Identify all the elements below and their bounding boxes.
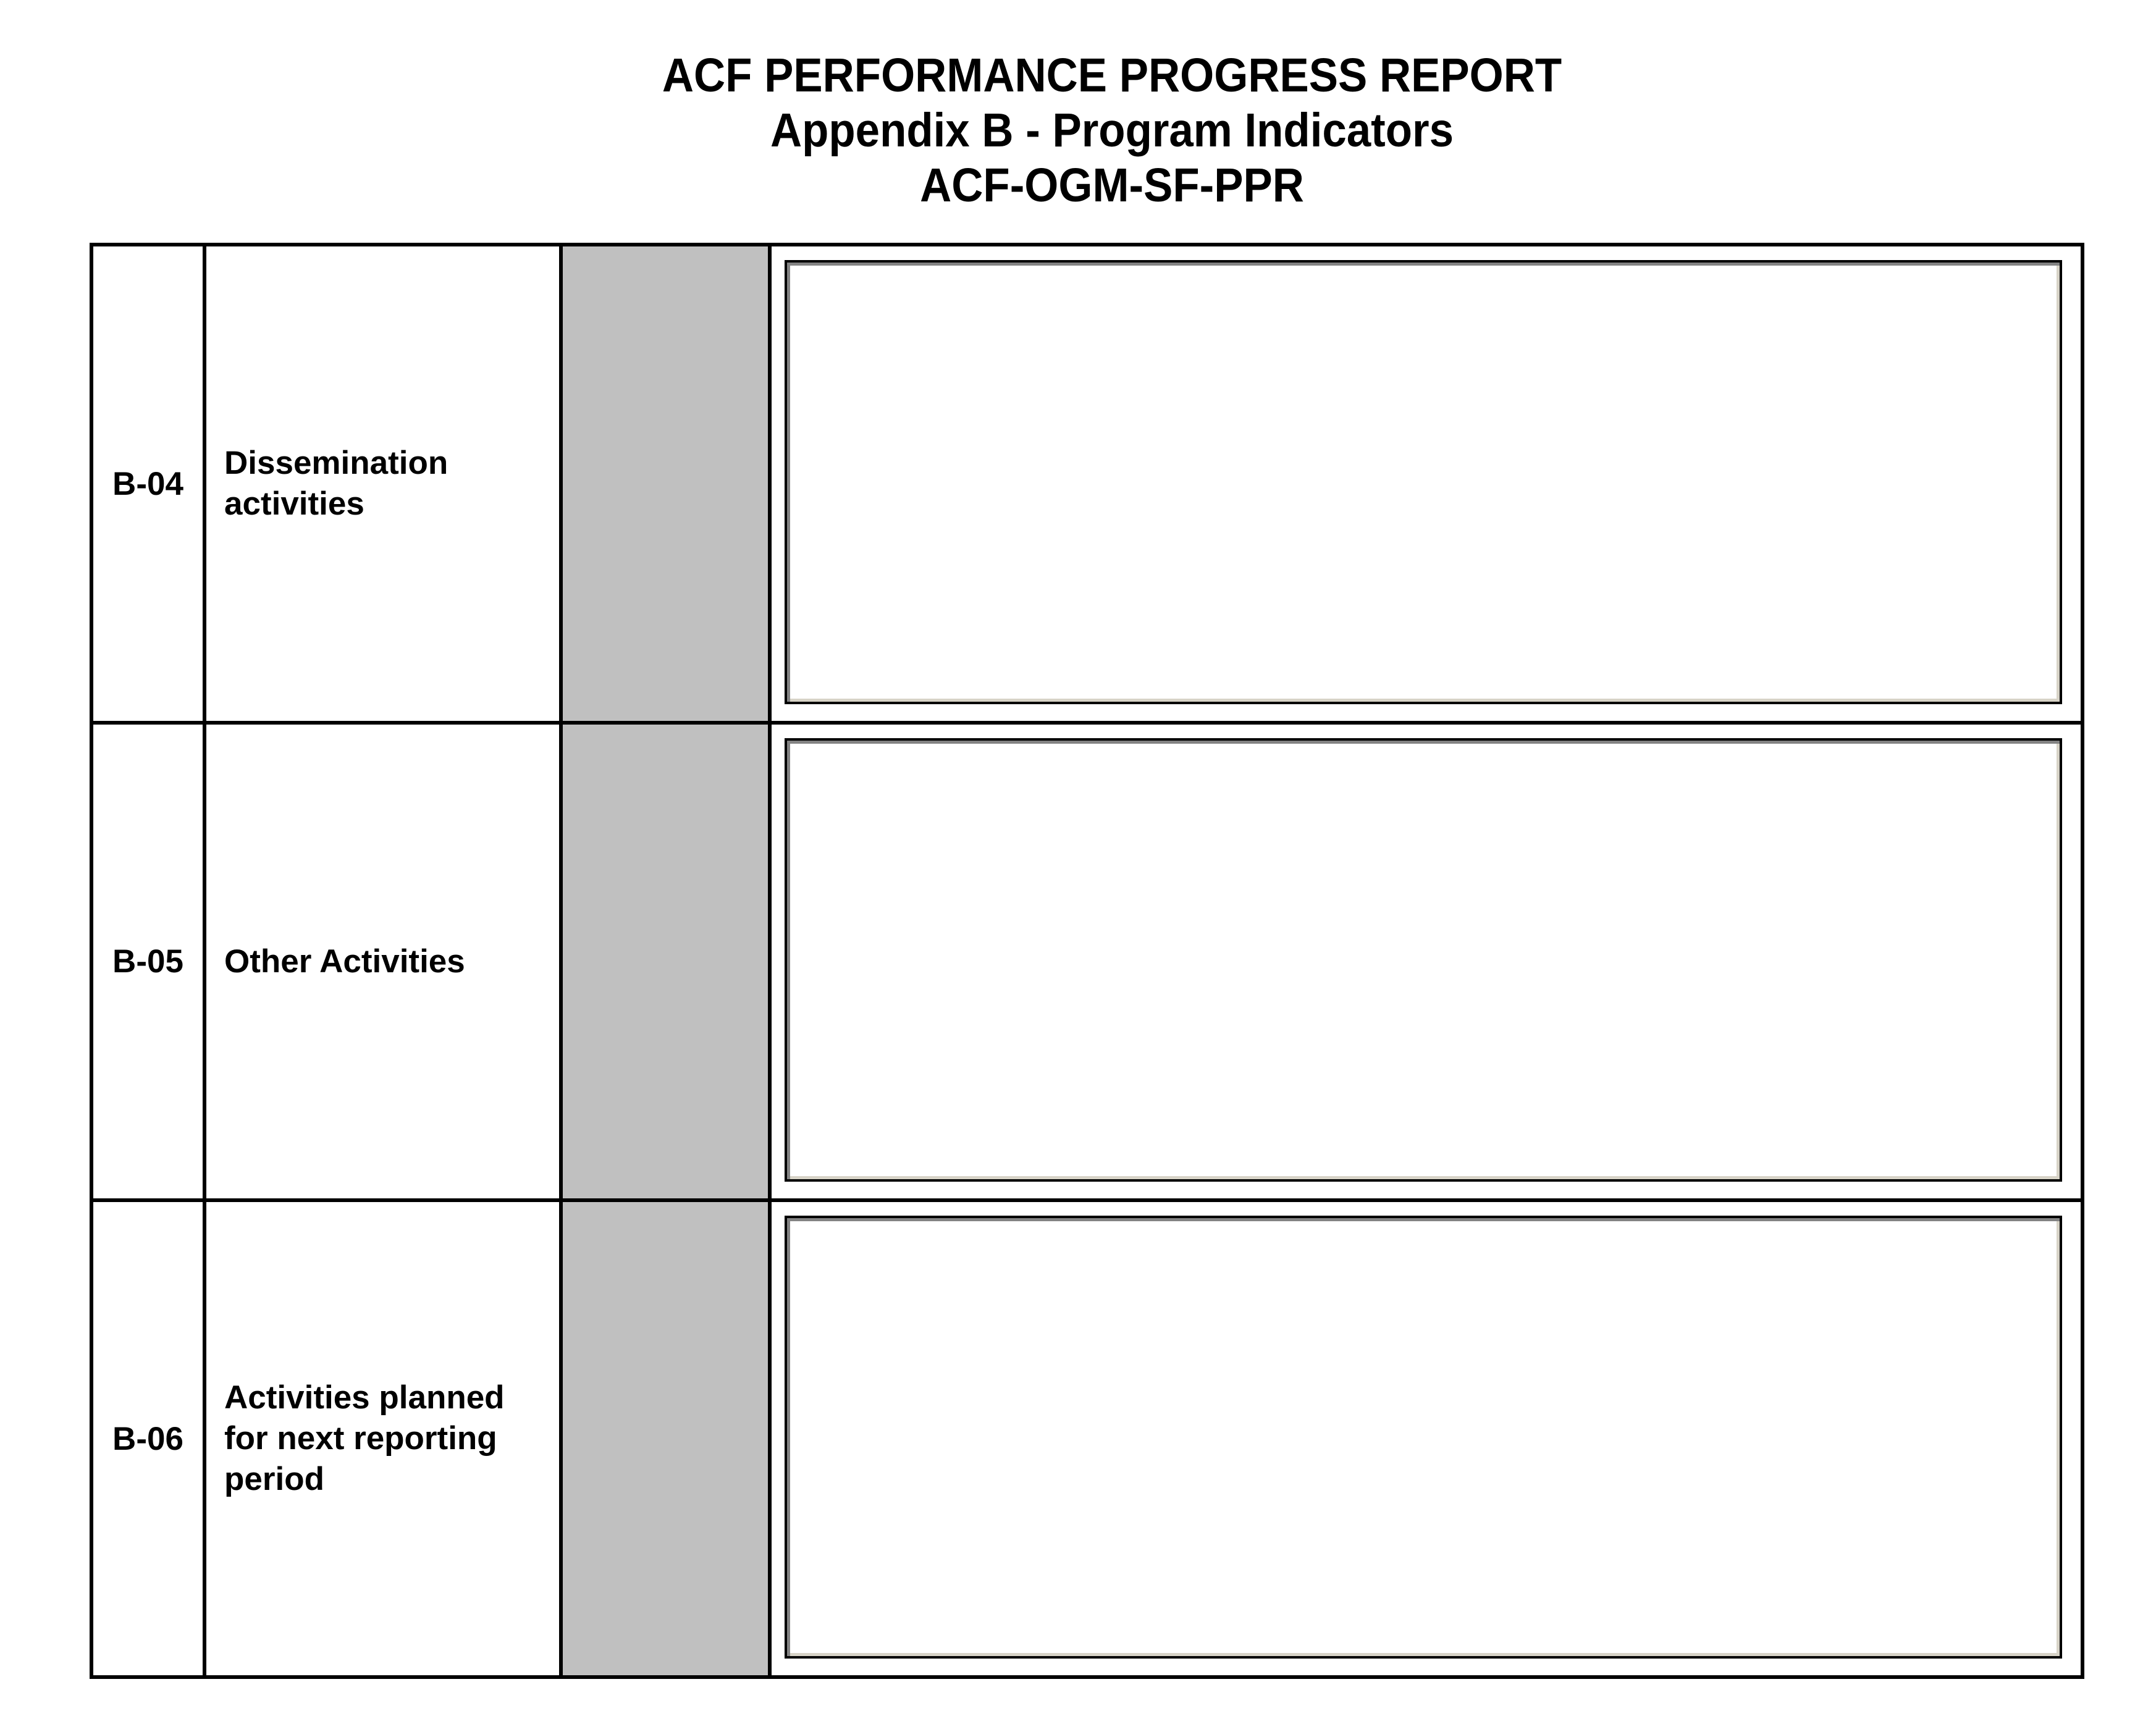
row-b04-label-line: Dissemination bbox=[224, 445, 448, 481]
row-b04-id: B-04 bbox=[112, 465, 183, 502]
title-line-1: ACF PERFORMANCE PROGRESS REPORT bbox=[662, 49, 1562, 102]
row-b04-shaded-cell bbox=[563, 246, 768, 721]
row-b06-label-line: for next reporting bbox=[224, 1420, 497, 1457]
row-b06-id-cell bbox=[93, 1202, 203, 1675]
row-b06-label-line: Activities planned bbox=[224, 1379, 505, 1416]
row-b04-id-cell bbox=[93, 246, 203, 721]
row-b04-label-cell bbox=[206, 246, 559, 721]
row-b04-field-cell bbox=[772, 246, 2081, 721]
row-b05-shaded-cell bbox=[563, 725, 768, 1198]
row-b06-field-cell bbox=[772, 1202, 2081, 1675]
row-b06-label-cell bbox=[206, 1202, 559, 1675]
row-b04-text-field[interactable] bbox=[785, 260, 2062, 704]
row-b05-field-cell bbox=[772, 725, 2081, 1198]
row-b04-label-line: activities bbox=[224, 486, 364, 522]
row-b05-text-field[interactable] bbox=[785, 738, 2062, 1182]
row-b06-label-line: period bbox=[224, 1461, 324, 1497]
row-b06-text-field[interactable] bbox=[785, 1216, 2062, 1659]
row-b05-id: B-05 bbox=[112, 943, 183, 980]
title-line-2: Appendix B - Program Indicators bbox=[770, 104, 1454, 157]
program-indicators-table bbox=[90, 243, 2084, 1679]
row-b06-id: B-06 bbox=[112, 1420, 183, 1457]
row-b06-shaded-cell bbox=[563, 1202, 768, 1675]
row-b05-label-cell bbox=[206, 725, 559, 1198]
row-b05-id-cell bbox=[93, 725, 203, 1198]
row-b05-label-line: Other Activities bbox=[224, 943, 465, 980]
title-line-3: ACF-OGM-SF-PPR bbox=[920, 159, 1304, 212]
report-title bbox=[68, 48, 2156, 213]
